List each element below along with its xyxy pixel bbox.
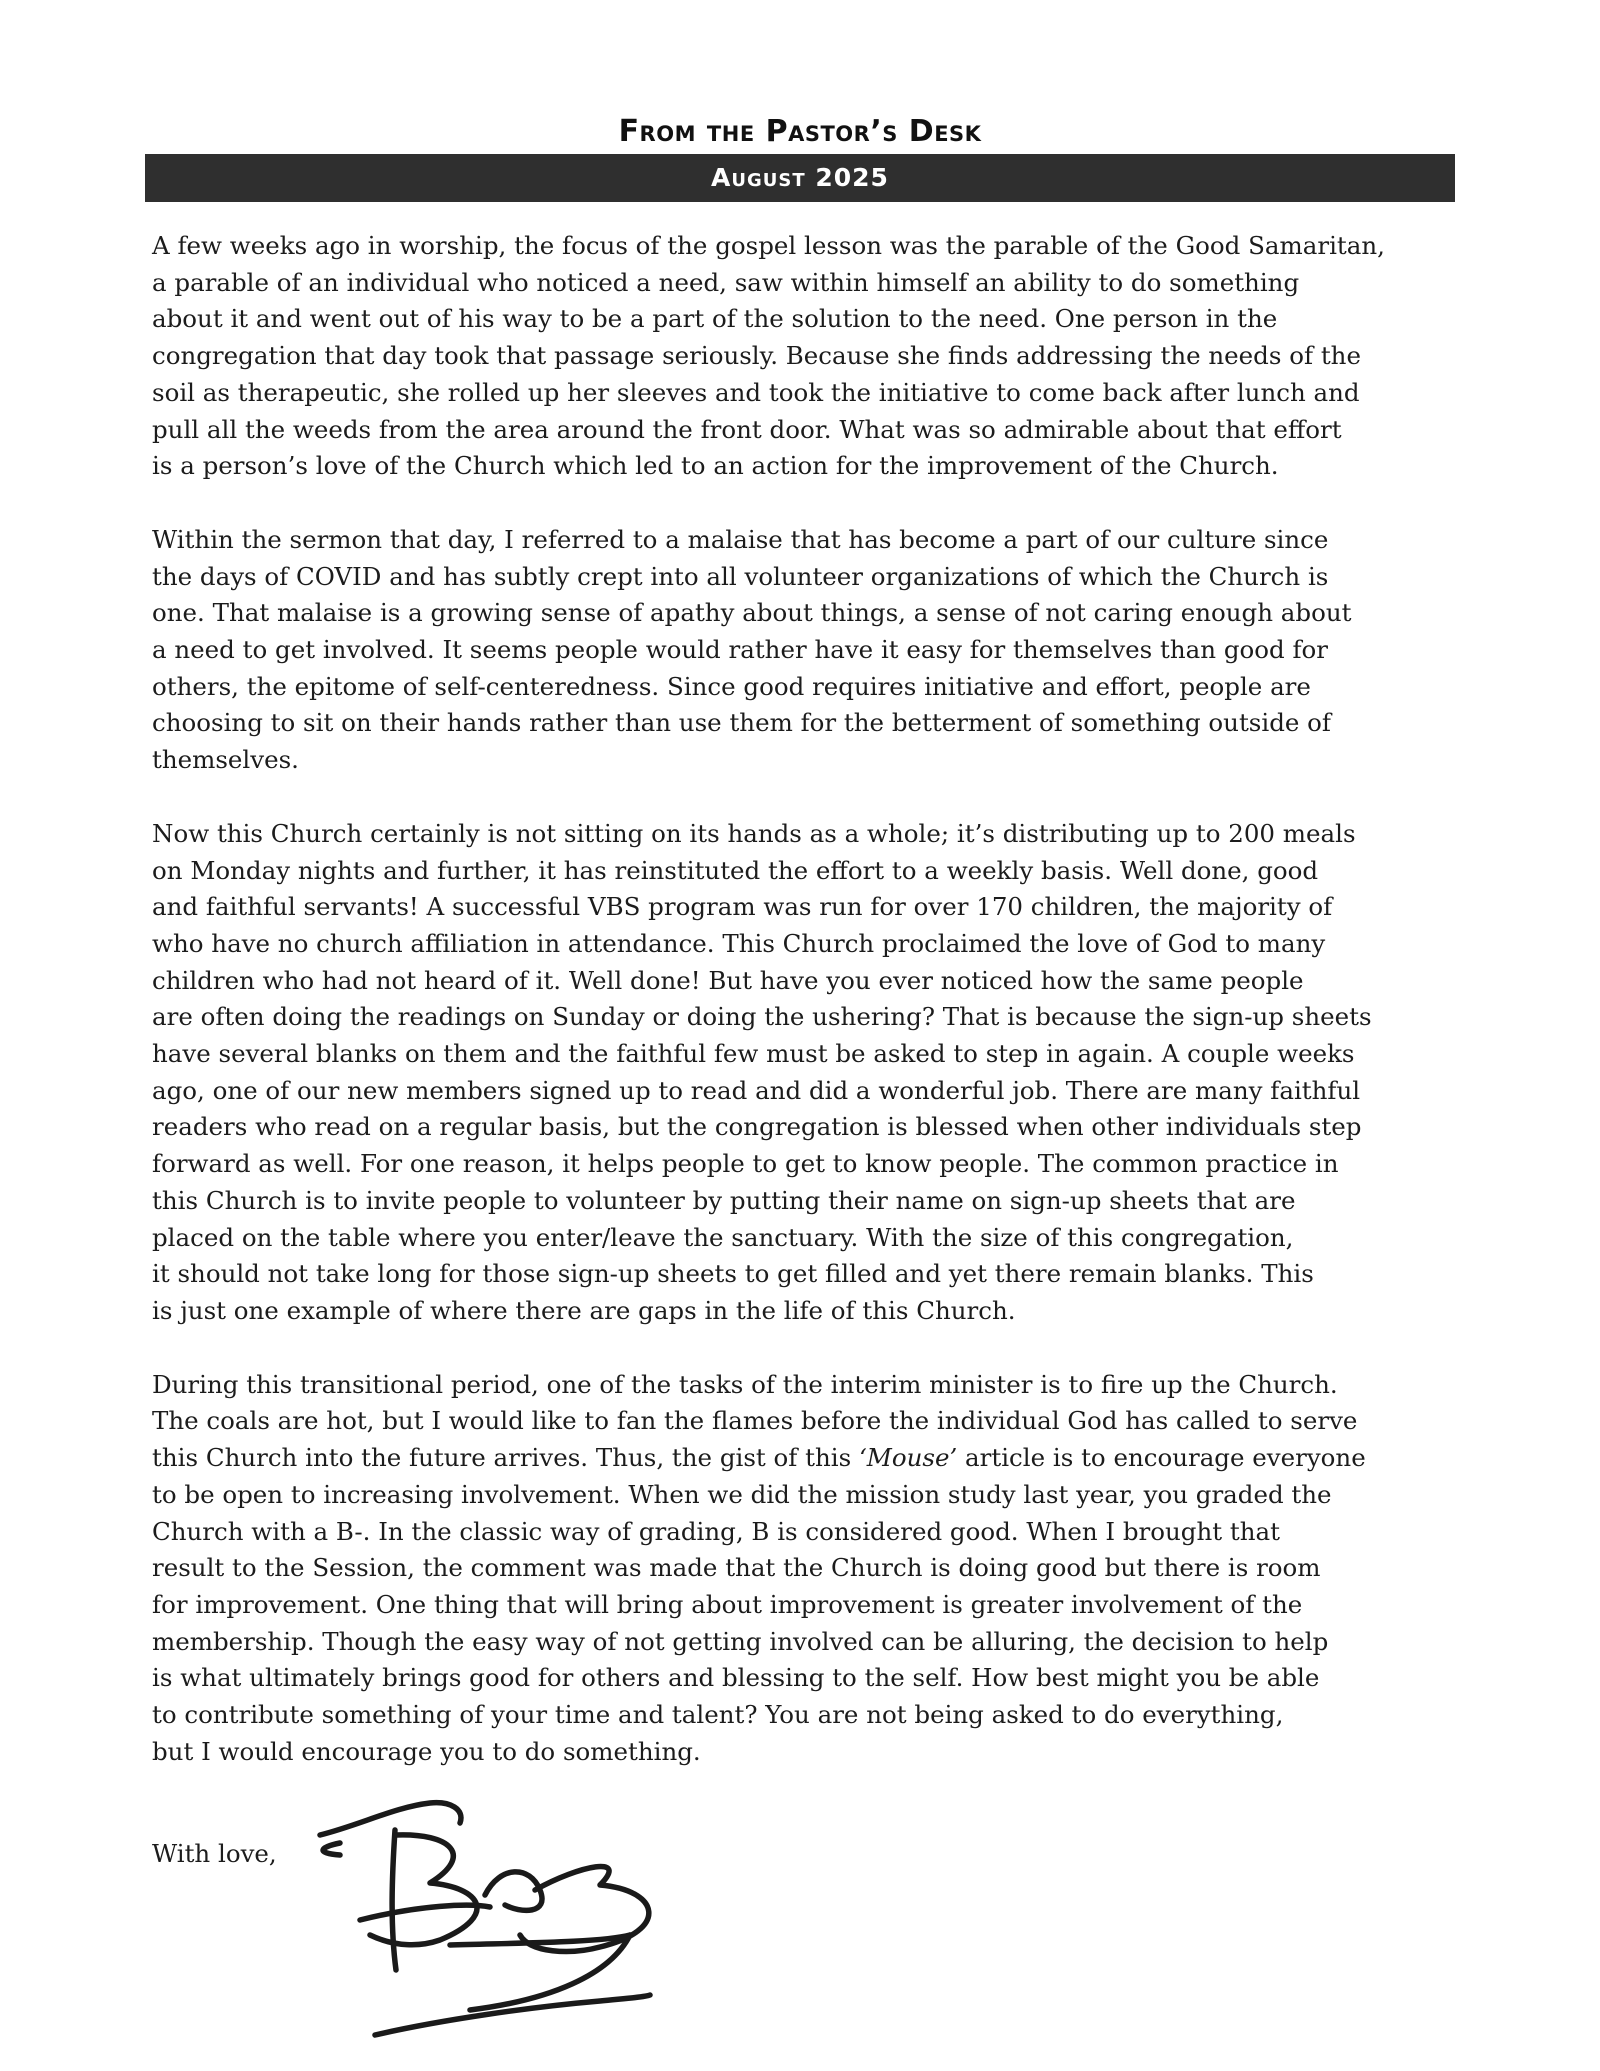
text-line: forward as well. For one reason, it helps people to get to know people. The common practice in [152,1149,1339,1179]
text-line: A few weeks ago in worship, the focus of the gospel lesson was the parable of the Good Samaritan, [152,231,1385,260]
date-banner [145,154,1455,202]
text-line: have several blanks on them and the faithful few must be asked to step in again. A couple weeks [152,1039,1355,1069]
text-line: to contribute something of your time and talent? You are not being asked to do everything, [152,1700,1284,1730]
text-line [152,1440,1452,1477]
text-line: choosing to sit on their hands rather than use them for the betterment of something outside of [152,708,1331,738]
text-line: a parable of an individual who noticed a need, saw within himself an ability to do something [152,267,1300,297]
text-line: to be open to increasing involvement. When we did the mission study last year, you graded the [152,1479,1332,1509]
text-line: children who had not heard of it. Well done! But have you ever noticed how the same people [152,965,1304,995]
text-line: Within the sermon that day, I referred to a malaise that has become a part of our culture since [152,524,1329,554]
text-line: is a person’s love of the Church which led to an action for the improvement of the Church. [152,451,1279,481]
issue-date: August 2025 [711,163,889,192]
text-line: placed on the table where you enter/leave the sanctuary. With the size of this congregation, [152,1222,1294,1252]
text-line: a need to get involved. It seems people would rather have it easy for themselves than good for [152,635,1328,665]
text-line: readers who read on a regular basis, but the congregation is blessed when other individuals step [152,1112,1362,1142]
paragraph-4 [152,1367,1452,1771]
paragraph-1 [152,228,1452,485]
text-fragment: this Church into the future arrives. Thus, the gist of this [152,1443,859,1473]
text-fragment: article is to encourage everyone [957,1443,1366,1473]
text-line: pull all the weeds from the area around the front door. What was so admirable about that effort [152,414,1342,444]
text-line: others, the epitome of self-centeredness. Since good requires initiative and effort, people are [152,671,1311,701]
text-line: the days of COVID and has subtly crept into all volunteer organizations of which the Church is [152,561,1329,591]
text-line: ago, one of our new members signed up to read and did a wonderful job. There are many faithful [152,1075,1361,1105]
text-line: on Monday nights and further, it has reinstituted the effort to a weekly basis. Well done, good [152,855,1319,885]
closing-salutation: With love, [152,1839,277,1868]
text-line: but I would encourage you to do something. [152,1736,701,1766]
text-line: membership. Though the easy way of not getting involved can be alluring, the decision to help [152,1626,1329,1656]
text-line: who have no church affiliation in attendance. This Church proclaimed the love of God to many [152,928,1326,958]
text-line: themselves. [152,745,299,775]
paragraph-2 [152,522,1452,779]
text-line: is what ultimately brings good for others and blessing to the self. How best might you be able [152,1663,1320,1693]
text-line: During this transitional period, one of the tasks of the interim minister is to fire up the Church. [152,1369,1338,1399]
text-line: one. That malaise is a growing sense of apathy about things, a sense of not caring enough about [152,598,1352,628]
text-line: is just one example of where there are gaps in the life of this Church. [152,1295,1016,1325]
text-line: soil as therapeutic, she rolled up her sleeves and took the initiative to come back after lunch and [152,377,1360,407]
text-line: are often doing the readings on Sunday or doing the ushering? That is because the sign-up sheets [152,1002,1372,1032]
text-line: this Church is to invite people to volunteer by putting their name on sign-up sheets that are [152,1185,1296,1215]
text-line: The coals are hot, but I would like to fan the flames before the individual God has called to serve [152,1406,1358,1436]
text-line: it should not take long for those sign-up sheets to get filled and yet there remain blanks. This [152,1259,1314,1289]
paragraph-3 [152,816,1452,1330]
mouse-article-title: ‘Mouse’ [858,1443,958,1473]
text-line: Church with a B-. In the classic way of grading, B is considered good. When I brought that [152,1516,1280,1546]
page-title: From the Pastor’s Desk [618,114,982,149]
handwritten-signature [300,1795,720,2045]
letter-body [152,228,1452,1807]
text-line: result to the Session, the comment was made that the Church is doing good but there is room [152,1553,1321,1583]
text-line: Now this Church certainly is not sitting on its hands as a whole; it’s distributing up to 200 meals [152,818,1356,848]
text-line: for improvement. One thing that will bring about improvement is greater involvement of the [152,1589,1303,1619]
text-line: about it and went out of his way to be a part of the solution to the need. One person in the [152,304,1278,334]
text-line: congregation that day took that passage seriously. Because she finds addressing the needs of the [152,341,1361,371]
text-line: and faithful servants! A successful VBS program was run for over 170 children, the majority of [152,892,1333,922]
